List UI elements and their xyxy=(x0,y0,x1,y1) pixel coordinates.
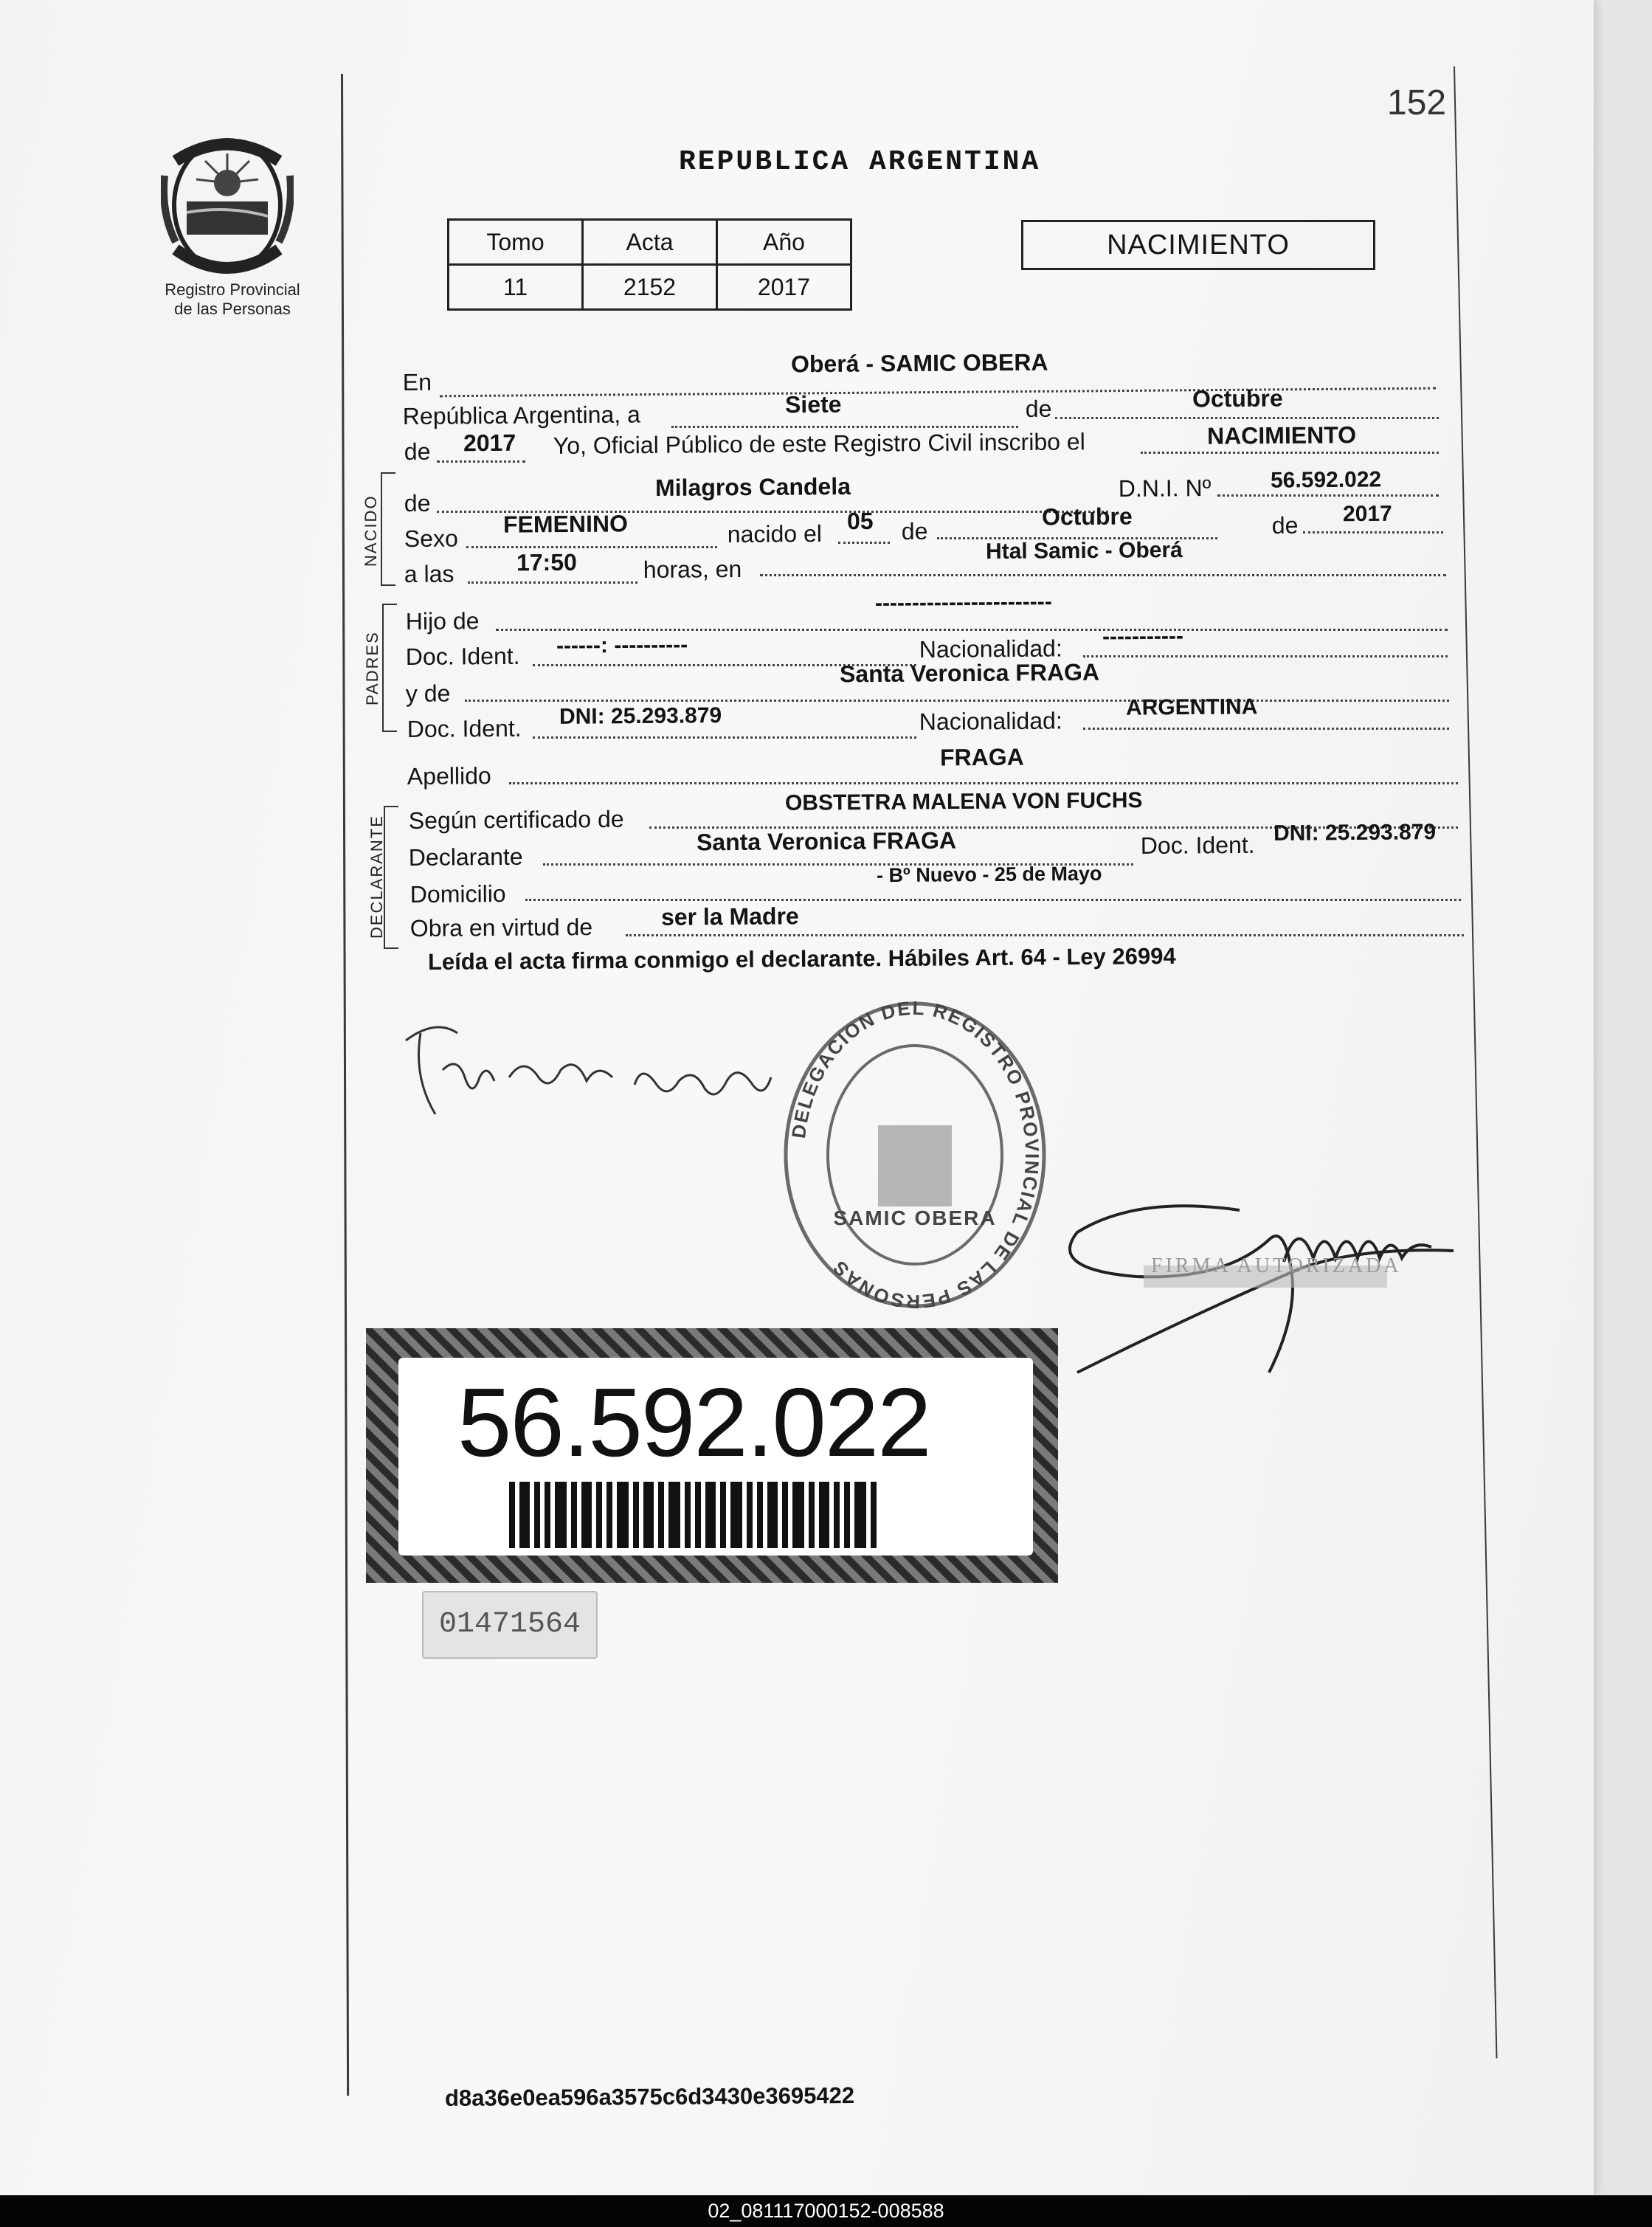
nacido-de2-label: de xyxy=(901,517,928,545)
year-value: 2017 xyxy=(463,429,516,457)
certificado-value: OBSTETRA MALENA VON FUCHS xyxy=(784,788,1143,815)
obra-value: ser la Madre xyxy=(660,902,799,930)
padres-section-label: PADRES xyxy=(363,631,381,705)
de2-label: de xyxy=(404,438,431,466)
dni-number-label xyxy=(366,1328,1058,1583)
father-nat-dotted-line xyxy=(1083,655,1448,657)
a-las-label: a las xyxy=(404,560,455,588)
mother-doc-value: DNI: 25.293.879 xyxy=(559,703,722,729)
birth-month-value: Octubre xyxy=(1041,503,1133,531)
inscribo-value: NACIMIENTO xyxy=(1206,421,1357,449)
dni-value: 56.592.022 xyxy=(1270,467,1382,493)
mother-nat-value: ARGENTINA xyxy=(1125,694,1258,720)
year-dotted-line xyxy=(437,460,525,463)
obra-label: Obra en virtud de xyxy=(409,914,593,942)
record-table-header-ano: Año xyxy=(717,220,851,265)
declarante-value: Santa Veronica FRAGA xyxy=(696,826,957,856)
month-value: Octubre xyxy=(1192,384,1283,412)
footer-filename: 02_081117000152-008588 xyxy=(0,2195,1652,2227)
place-dotted-line xyxy=(760,574,1446,576)
nacido-el-label: nacido el xyxy=(727,519,823,548)
birth-year-dotted-line xyxy=(1303,531,1443,534)
sexo-value: FEMENINO xyxy=(502,510,629,538)
mother-dotted-line xyxy=(465,700,1449,702)
stamp-outer-text: DELEGACION DEL REGISTRO PROVINCIAL DE LAS PERSONAS xyxy=(787,996,1044,1313)
father-doc-value: ------: ---------- xyxy=(556,632,688,658)
left-margin-line xyxy=(341,74,349,2096)
padres-bracket xyxy=(382,604,397,732)
nacido-section-label: NACIDO xyxy=(362,494,380,567)
nacido-bracket xyxy=(381,472,395,586)
record-table xyxy=(447,218,852,311)
birth-year-value: 2017 xyxy=(1342,501,1392,527)
dni-label-inner xyxy=(398,1358,1033,1556)
record-table-value-row xyxy=(449,265,851,310)
en-label: En xyxy=(402,368,432,396)
de-label: de xyxy=(1025,395,1052,423)
stamp-inner-text: SAMIC OBERA xyxy=(833,1206,997,1229)
logo-caption-line1: Registro Provincial xyxy=(165,280,300,299)
declarante-doc-value: DNI: 25.293.879 xyxy=(1273,820,1437,846)
apellido-dotted-line xyxy=(509,782,1458,784)
hijo-de-label: Hijo de xyxy=(405,607,480,635)
inscribo-text: Yo, Oficial Público de este Registro Civil inscribo el xyxy=(553,428,1085,460)
father-nat-value: ----------- xyxy=(1102,624,1184,649)
record-table-header-acta: Acta xyxy=(583,220,717,265)
mother-doc-ident-label: Doc. Ident. xyxy=(407,714,522,743)
y-de-label: y de xyxy=(405,680,451,708)
father-value: ------------------------ xyxy=(874,590,1052,615)
sexo-label: Sexo xyxy=(404,525,458,553)
domicilio-value: - Bº Nuevo - 25 de Mayo xyxy=(876,862,1102,887)
apellido-value: FRAGA xyxy=(939,743,1024,771)
mother-nat-dotted-line xyxy=(1083,728,1449,730)
nacido-de3-label: de xyxy=(1271,511,1299,539)
apellido-label: Apellido xyxy=(407,762,491,790)
obra-dotted-line xyxy=(626,934,1464,936)
registry-oval-stamp xyxy=(775,996,1055,1313)
nacido-de-label: de xyxy=(404,489,431,517)
serial-number: 01471564 xyxy=(422,1591,598,1659)
document-title: REPUBLICA ARGENTINA xyxy=(679,146,1041,178)
declarante-doc-ident-label: Doc. Ident. xyxy=(1140,831,1255,859)
logo-caption xyxy=(140,280,325,319)
misiones-coat-of-arms-logo xyxy=(161,131,294,279)
dni-dotted-line xyxy=(1217,494,1439,497)
declarant-signature xyxy=(391,1011,775,1129)
father-doc-ident-label: Doc. Ident. xyxy=(405,642,520,671)
birth-day-value: 05 xyxy=(846,507,874,535)
certificado-label: Según certificado de xyxy=(408,805,624,834)
en-dotted-line xyxy=(440,387,1436,398)
record-table-header-row xyxy=(449,220,851,265)
record-table-value-acta: 2152 xyxy=(583,265,717,310)
closing-statement: Leída el acta firma conmigo el declarante. Hábiles Art. 64 - Ley 26994 xyxy=(427,943,1176,975)
declarante-label: Declarante xyxy=(408,843,523,871)
barcode xyxy=(509,1482,922,1548)
mother-doc-dotted-line xyxy=(533,736,916,739)
day-dotted-line xyxy=(671,426,1018,428)
time-dotted-line xyxy=(468,581,637,584)
record-table-header-tomo: Tomo xyxy=(449,220,583,265)
domicilio-dotted-line xyxy=(525,899,1461,901)
record-table-value-tomo: 11 xyxy=(449,265,583,310)
record-type-box: NACIMIENTO xyxy=(1021,220,1375,270)
declarante-section-label: DECLARANTE xyxy=(367,815,386,939)
mother-value: Santa Veronica FRAGA xyxy=(839,658,1100,688)
official-stamp-text: FIRMA AUTORIZADA xyxy=(1151,1254,1402,1277)
birth-day-dotted-line xyxy=(838,542,890,544)
right-margin-line xyxy=(1454,66,1497,2058)
dni-label: D.N.I. Nº xyxy=(1118,474,1212,503)
logo-caption-line2: de las Personas xyxy=(174,300,291,318)
record-table-value-ano: 2017 xyxy=(717,265,851,310)
time-value: 17:50 xyxy=(516,548,577,576)
father-nacionalidad-label: Nacionalidad: xyxy=(919,635,1062,663)
father-dotted-line xyxy=(496,629,1448,631)
domicilio-label: Domicilio xyxy=(409,880,506,908)
name-value: Milagros Candela xyxy=(654,472,851,502)
inscribo-dotted-line xyxy=(1141,452,1439,454)
mother-nacionalidad-label: Nacionalidad: xyxy=(919,707,1062,736)
sexo-dotted-line xyxy=(466,546,717,548)
place-value: Htal Samic - Oberá xyxy=(985,537,1183,564)
en-value: Oberá - SAMIC OBERA xyxy=(790,348,1048,378)
dni-label-number: 56.592.022 xyxy=(457,1368,930,1477)
republica-label: República Argentina, a xyxy=(402,401,640,430)
day-value: Siete xyxy=(784,390,842,418)
month-dotted-line xyxy=(1055,417,1439,419)
page-number: 152 xyxy=(1387,83,1447,122)
document-hash: d8a36e0ea596a3575c6d3430e3695422 xyxy=(444,2082,855,2111)
horas-label: horas, en xyxy=(643,555,742,584)
